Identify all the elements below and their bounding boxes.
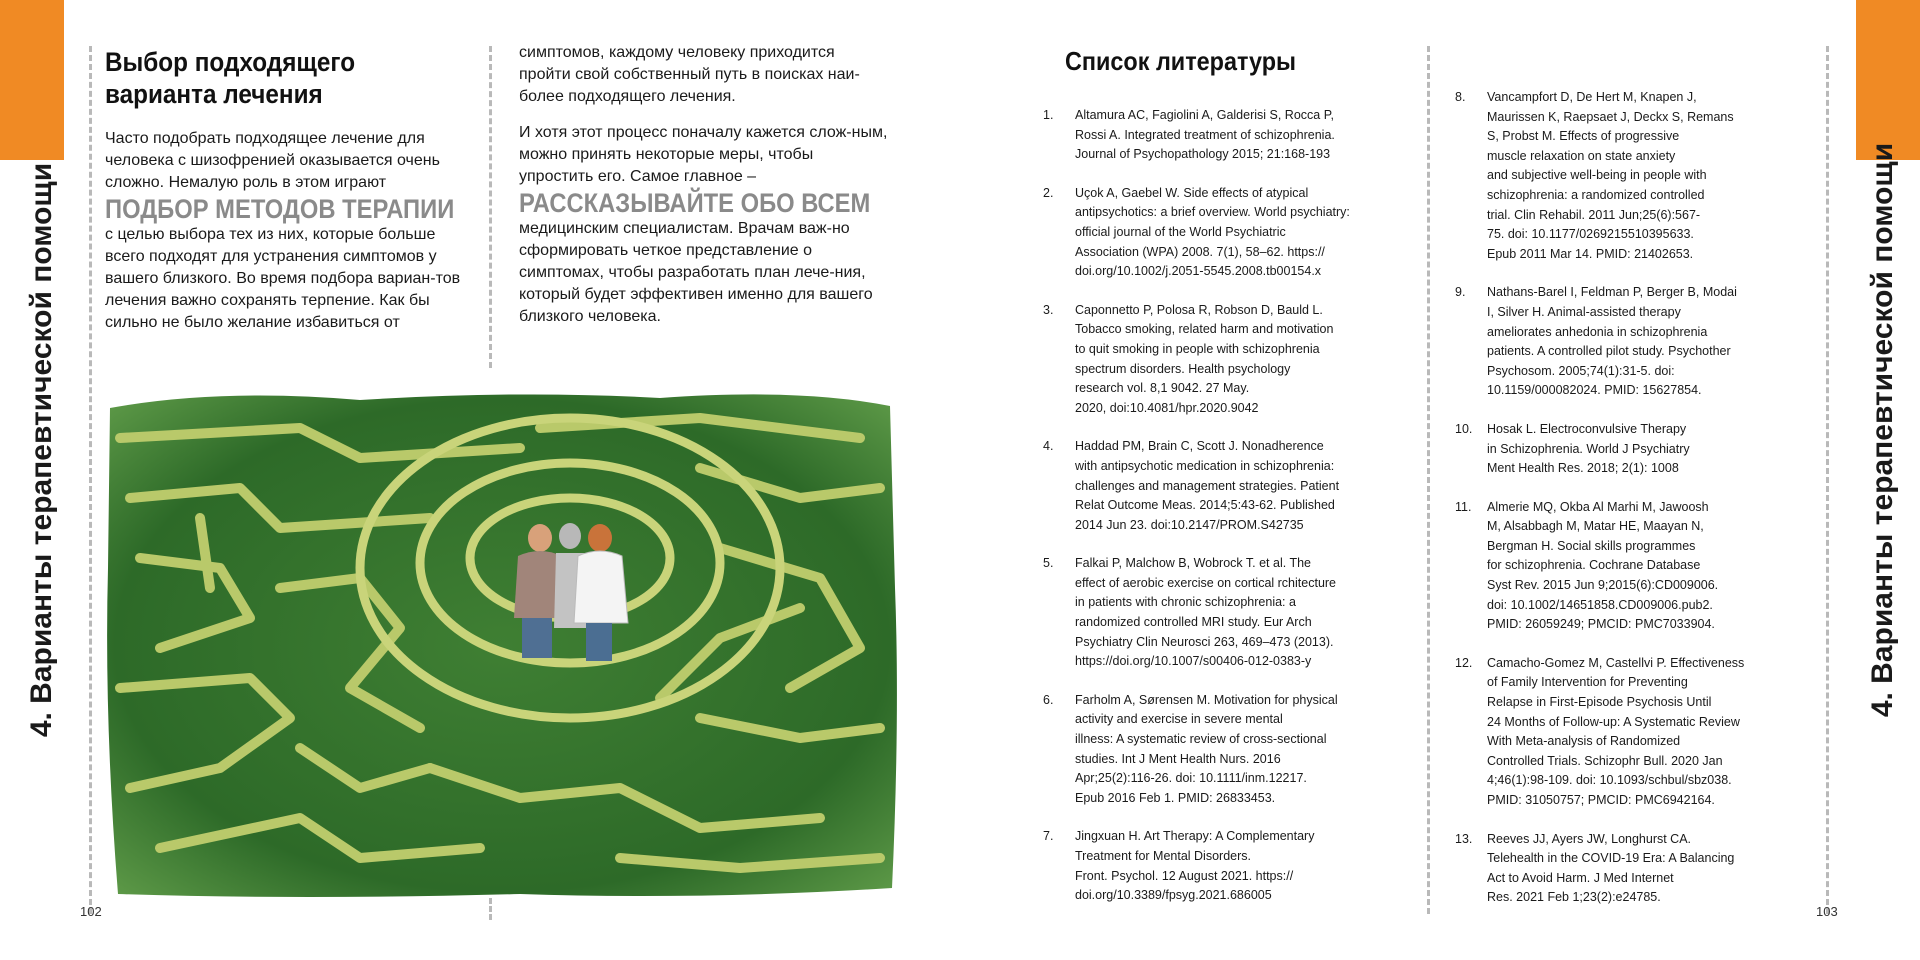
- reference-item: [1455, 283, 1815, 401]
- reference-text: Almerie MQ, Okba Al Marhi M, Jawoosh M, Alsabbagh M, Matar HE, Maayan N, Bergman H. Social skills programmes for schizophrenia. Cochrane Database Syst Rev. 2015 Jun 9;2015(6):CD009006. doi: 10.1002/14651858.CD009006.pub2. PMID: 26059249; PMCID: PMC7033904.: [1487, 499, 1719, 632]
- reference-item: [1455, 88, 1815, 264]
- paragraph-text: И хотя этот процесс поначалу кажется слож-ным, можно принять некоторые меры, чтобы упростить его. Самое главное –: [519, 124, 888, 185]
- reference-text: Falkai P, Malchow B, Wobrock T. et al. The effect of aerobic exercise on cortical rchitecture in patients with chronic schizophrenia: a randomized controlled MRI study. Eur Arch Psychiatry Clin Neurosci 263, 469–473 (2013). https://doi.org/10.1007/s00406-012-0383-y: [1075, 556, 1337, 669]
- reference-number: 10.: [1455, 421, 1473, 436]
- reference-item: [1455, 830, 1815, 908]
- reference-text: Haddad PM, Brain C, Scott J. Nonadherence with antipsychotic medication in schizophrenia: challenges and management strategies. Patient Relat Outcome Meas. 2014;5:43-62. Published 2014 Jun 23. doi:10.2147/PROM.S42735: [1075, 439, 1340, 532]
- paragraph-text: симптомов, каждому человеку приходится пройти свой собственный путь в поисках наи-более подходящего лечения.: [519, 44, 860, 105]
- chapter-side-title: 4. Варианты терапевтической помощи: [1866, 142, 1899, 718]
- reference-number: 5.: [1043, 556, 1054, 571]
- margin-divider: [89, 46, 92, 914]
- reference-number: 11.: [1455, 499, 1472, 514]
- emphasis-heading: РАССКАЗЫВАЙТЕ ОБО ВСЕМ: [519, 188, 871, 218]
- reference-text: Nathans-Barel I, Feldman P, Berger B, Modai I, Silver H. Animal-assisted therapy ameliorates anhedonia in schizophrenia patients. A controlled pilot study. Psychother Psychosom. 2005;74(1):31-5. doi: 10.1159/000082024. PMID: 15627854.: [1487, 285, 1737, 398]
- reference-number: 13.: [1455, 831, 1473, 846]
- reference-item: [1043, 827, 1393, 905]
- reference-number: 9.: [1455, 285, 1466, 300]
- paragraph-text: Часто подобрать подходящее лечение для человека с шизофренией оказывается очень сложно. Немалую роль в этом играют: [105, 130, 440, 191]
- reference-item: [1043, 554, 1393, 672]
- page-number-left: 102: [80, 904, 102, 919]
- reference-number: 3.: [1043, 302, 1054, 317]
- reference-number: 4.: [1043, 439, 1054, 454]
- chapter-side-title: 4. Варианты терапевтической помощи: [25, 162, 58, 738]
- reference-text: Uçok A, Gaebel W. Side effects of atypical antipsychotics: a brief overview. World psychiatry: official journal of the World Psychiatric Association (WPA) 2008. 7(1), 58–62. https:// doi.org/10.1002/j.2051-5545.2008.tb00154.x: [1075, 185, 1350, 279]
- reference-text: Caponnetto P, Polosa R, Robson D, Bauld L. Tobacco smoking, related harm and motivation to quit smoking in people with schizophrenia spectrum disorders. Health psychology research vol. 8,1 9042. 27 May. 2020, doi:10.4081/hpr.2020.9042: [1075, 302, 1334, 415]
- body-column-1: [105, 128, 475, 334]
- reference-item: [1455, 654, 1815, 811]
- reference-item: [1043, 106, 1393, 165]
- reference-item: [1043, 691, 1393, 809]
- reference-text: Farholm A, Sørensen M. Motivation for physical activity and exercise in severe mental illness: A systematic review of cross-sectional studies. Int J Ment Health Nurs. 2016 Apr;25(2):116-26. doi: 10.1111/inm.12217. Epub 2016 Feb 1. PMID: 26833453.: [1075, 692, 1338, 805]
- reference-item: [1043, 437, 1393, 535]
- body-column-2: [519, 42, 889, 328]
- reference-text: Reeves JJ, Ayers JW, Longhurst CA. Telehealth in the COVID-19 Era: A Balancing Act to Avoid Harm. J Med Internet Res. 2021 Feb 1;23(2):e24785.: [1487, 831, 1735, 905]
- margin-divider: [1826, 46, 1829, 914]
- reference-item: [1043, 184, 1393, 282]
- reference-text: Altamura AC, Fagiolini A, Galderisi S, Rocca P, Rossi A. Integrated treatment of schizophrenia. Journal of Psychopathology 2015; 21:168-193: [1075, 108, 1335, 162]
- paragraph-text: медицинским специалистам. Врачам важ-но сформировать четкое представление о симптомах, чтобы разработать план лече-ния, который будет эффективен именно для вашего близкого человека.: [519, 220, 873, 325]
- reference-text: Camacho-Gomez M, Castellvi P. Effectiveness of Family Intervention for Preventing Relapse in First-Episode Psychosis Until 24 Months of Follow-up: A Systematic Review With Meta-analysis of Randomized Controlled Trials. Schizophr Bull. 2020 Jan 4;46(1):98-109. doi: 10.1093/schbul/sbz038. PMID: 31050757; PMCID: PMC6942164.: [1487, 655, 1745, 807]
- column-divider: [489, 46, 492, 368]
- reference-number: 8.: [1455, 90, 1466, 104]
- references-list-col-2: [1455, 88, 1815, 927]
- reference-number: 7.: [1043, 829, 1054, 844]
- references-title: Список литературы: [1065, 46, 1297, 76]
- reference-item: [1043, 301, 1393, 419]
- references-list-col-1: [1043, 106, 1393, 925]
- column-divider-bottom: [489, 898, 492, 920]
- section-heading: Выбор подходящего варианта лечения: [105, 47, 356, 109]
- page-number-right: 103: [1816, 904, 1838, 919]
- reference-number: 1.: [1043, 108, 1054, 122]
- reference-item: [1455, 498, 1815, 635]
- reference-text: Vancampfort D, De Hert M, Knapen J, Maurissen K, Raepsaet J, Deckx S, Remans S, Probst M. Effects of progressive muscle relaxation on state anxiety and subjective well-being in people with schizophrenia: a randomized controlled trial. Clin Rehabil. 2011 Jun;25(6):567- 75. doi: 10.1177/0269215510395633. Epub 2011 Mar 14. PMID: 21402653.: [1487, 90, 1734, 261]
- paragraph-text: с целью выбора тех из них, которые больше всего подходят для устранения симптомов у вашего близкого. Во время подбора вариан-тов лечения важно сохранять терпение. Как бы сильно не было желание избавиться от: [105, 226, 461, 331]
- reference-number: 2.: [1043, 185, 1054, 200]
- hedge-maze-illustration: [100, 388, 900, 900]
- reference-item: [1455, 420, 1815, 479]
- reference-text: Jingxuan H. Art Therapy: A Complementary Treatment for Mental Disorders. Front. Psychol. 12 August 2021. https:// doi.org/10.3389/fpsyg.2021.686005: [1075, 829, 1315, 903]
- column-divider: [1427, 46, 1430, 914]
- reference-text: Hosak L. Electroconvulsive Therapy in Schizophrenia. World J Psychiatry Ment Health Res. 2018; 2(1): 1008: [1487, 421, 1690, 476]
- maze-image: [100, 388, 900, 900]
- chapter-tab: [0, 0, 64, 160]
- reference-number: 12.: [1455, 655, 1473, 670]
- reference-number: 6.: [1043, 692, 1054, 707]
- chapter-tab: [1856, 0, 1920, 160]
- emphasis-heading: ПОДБОР МЕТОДОВ ТЕРАПИИ: [105, 194, 455, 224]
